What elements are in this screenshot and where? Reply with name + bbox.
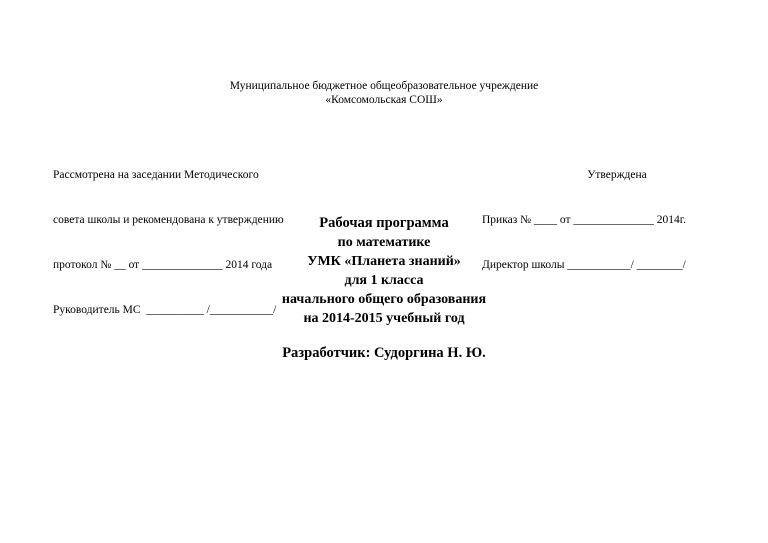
program-school-year: на 2014-2015 учебный год — [303, 311, 465, 326]
review-line-1: Рассмотрена на заседании Методического — [53, 169, 259, 181]
review-line-2: совета школы и рекомендована к утверждению — [53, 214, 284, 226]
developer-line — [0, 344, 768, 363]
program-grade: для 1 класса — [344, 273, 424, 288]
developer-name: Разработчик: Судоргина Н. Ю. — [282, 345, 486, 361]
institution-header — [0, 79, 768, 107]
program-subject: по математике — [337, 235, 431, 250]
review-head-signature-line: Руководитель МС __________ /___________/ — [53, 304, 277, 316]
program-title: Рабочая программа — [319, 215, 449, 231]
approval-title: Утверждена — [587, 169, 647, 181]
program-title-block — [0, 214, 768, 328]
program-umk: УМК «Планета знаний» — [307, 254, 461, 269]
institution-name: Муниципальное бюджетное общеобразовательное учреждение — [229, 80, 539, 92]
approval-order-line: Приказ № ____ от ______________ 2014г. — [482, 214, 687, 226]
approval-director-signature-line: Директор школы ___________/ ________/ — [482, 259, 686, 271]
school-name: «Комсомольская СОШ» — [325, 94, 443, 106]
program-education-level: начального общего образования — [281, 292, 487, 307]
review-protocol-line: протокол № __ от ______________ 2014 года — [53, 259, 273, 271]
